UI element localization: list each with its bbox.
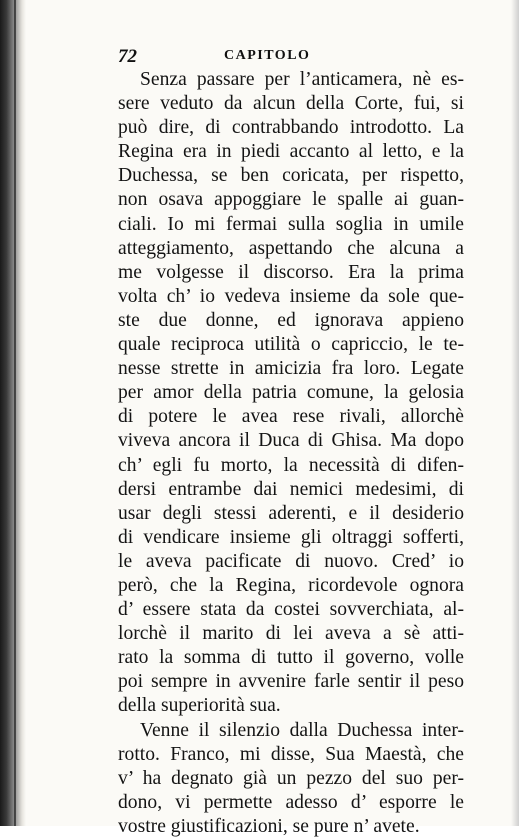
text-line: dersi entrambe dai nemici medesimi, di xyxy=(118,478,464,500)
text-line: però, che la Regina, ricordevole ognora xyxy=(118,574,464,596)
page-number: 72 xyxy=(118,46,137,67)
text-line: della superiorità sua. xyxy=(118,695,281,717)
chapter-heading: CAPITOLO xyxy=(224,48,311,63)
text-line: di potere le avea rese rivali, allorchè xyxy=(118,406,464,428)
text-line: v’ ha degnato già un pezzo del suo per- xyxy=(118,767,464,789)
text-line: di vendicare insieme gli oltraggi sofferti, xyxy=(118,526,464,548)
body-text xyxy=(118,68,464,839)
text-line: Regina era in piedi accanto al letto, e la xyxy=(118,141,464,163)
text-line: rotto. Franco, mi disse, Sua Maestà, che xyxy=(118,743,464,765)
text-line: sere veduto da alcun della Corte, fui, si xyxy=(118,93,464,115)
binding-edge xyxy=(14,0,16,826)
text-line: viveva ancora il Duca di Ghisa. Ma dopo xyxy=(118,430,464,452)
text-line: quale reciproca utilità o capriccio, le te- xyxy=(118,334,464,356)
running-head xyxy=(118,46,463,68)
text-line: ste due donne, ed ignorava appieno xyxy=(118,309,464,331)
text-line: può dire, di contrabbando introdotto. La xyxy=(118,117,464,139)
text-line: atteggiamento, aspettando che alcuna a xyxy=(118,237,464,259)
page-gutter-shadow xyxy=(0,0,26,826)
text-line: volta ch’ io vedeva insieme da sole que- xyxy=(118,285,464,307)
text-line: per amor della patria comune, la gelosia xyxy=(118,382,464,404)
text-line: d’ essere stata da costei sovverchiata, al- xyxy=(118,599,464,621)
text-line: dono, vi permette adesso d’ esporre le xyxy=(118,791,464,813)
text-line: Venne il silenzio dalla Duchessa inter- xyxy=(140,719,464,741)
text-line: lorchè il marito di lei aveva a sè atti- xyxy=(118,623,464,645)
text-line: Senza passare per l’anticamera, nè es- xyxy=(140,69,464,90)
text-line: rato la somma di tutto il governo, volle xyxy=(118,647,464,669)
text-line: usar degli stessi aderenti, e il desiderio xyxy=(118,502,464,524)
text-line: poi sempre in avvenire farle sentir il peso xyxy=(118,671,464,693)
text-line: ch’ egli fu morto, la necessità di difen- xyxy=(118,454,464,476)
text-line: non osava appoggiare le spalle ai guan- xyxy=(118,189,464,211)
text-line: me volgesse il discorso. Era la prima xyxy=(118,261,464,283)
text-line: le aveva pacificate di nuovo. Cred’ io xyxy=(118,550,464,572)
page-edge-shadow xyxy=(511,0,519,826)
text-line: Duchessa, se ben coricata, per rispetto, xyxy=(118,165,464,187)
text-line: vostre giustificazioni, se pure n’ avete. xyxy=(118,815,420,837)
text-line: ciali. Io mi fermai sulla soglia in umile xyxy=(118,213,464,235)
text-line: nesse strette in amicizia fra loro. Legate xyxy=(118,358,464,380)
